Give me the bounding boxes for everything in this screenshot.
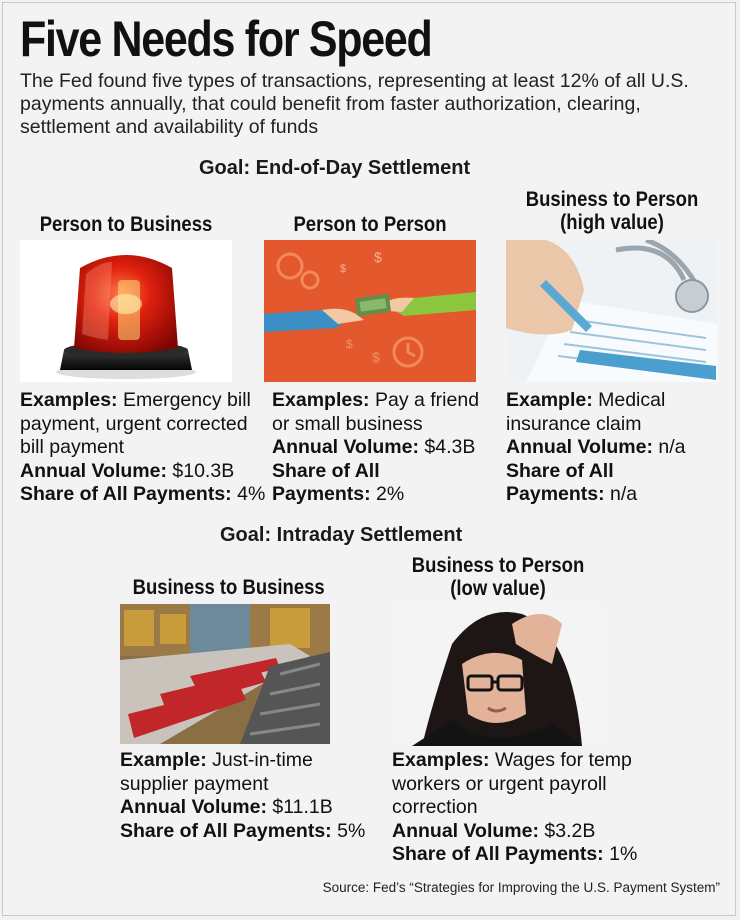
category-business-to-person-low: Business to Person (low value) bbox=[411, 554, 585, 600]
page-title: Five Needs for Speed bbox=[20, 11, 432, 67]
category-business-to-business: Business to Business bbox=[132, 576, 325, 599]
b2p-high-volume-line: Annual Volume: n/a bbox=[506, 436, 686, 458]
b2p-low-share-line: Share of All Payments: 1% bbox=[392, 843, 638, 865]
source-credit: Source: Fed’s “Strategies for Improving the U.S. Payment System” bbox=[322, 880, 720, 895]
b2b-examples-line: Example: Just-in-time bbox=[120, 749, 313, 771]
conveyor-image bbox=[120, 604, 330, 744]
money-exchange-image bbox=[264, 240, 476, 382]
p2p-share-line: Share of All bbox=[272, 459, 380, 482]
b2p-low-details: Examples: Wages for temp workers or urgent payroll correction Annual Volume: $3.2B Share of All Payments: 1% bbox=[392, 749, 638, 865]
goal-end-of-day: Goal: End-of-Day Settlement bbox=[199, 157, 471, 179]
p2b-share-line: Share of All Payments: 4% bbox=[20, 483, 266, 505]
goal-intraday: Goal: Intraday Settlement bbox=[220, 524, 463, 546]
factory-conveyor-icon bbox=[120, 604, 330, 744]
p2p-details: Examples: Pay a friend or small business Annual Volume: $4.3B Share of All Payments: 2% bbox=[272, 389, 480, 505]
category-person-to-business: Person to Business bbox=[39, 213, 213, 236]
medical-form-icon bbox=[506, 240, 718, 382]
p2b-examples-line: Examples: Emergency bill bbox=[20, 389, 251, 411]
medical-claim-image bbox=[506, 240, 718, 382]
b2p-low-examples-line: Examples: Wages for temp bbox=[392, 749, 632, 771]
b2p-high-share-line: Share of All bbox=[506, 459, 614, 482]
p2b-volume-line: Annual Volume: $10.3B bbox=[20, 459, 235, 482]
b2p-low-volume-line: Annual Volume: $3.2B bbox=[392, 819, 596, 842]
b2b-volume-line: Annual Volume: $11.1B bbox=[120, 796, 333, 818]
svg-text:$: $ bbox=[374, 249, 382, 265]
siren-icon bbox=[20, 240, 232, 382]
b2b-share-line: Share of All Payments: 5% bbox=[120, 819, 366, 842]
svg-text:$: $ bbox=[372, 349, 380, 365]
b2b-details: Example: Just-in-time supplier payment Annual Volume: $11.1B Share of All Payments: 5% bbox=[120, 749, 366, 842]
category-business-to-person-high: Business to Person (high value) bbox=[525, 188, 699, 234]
b2p-high-details: Example: Medical insurance claim Annual Volume: n/a Share of All Payments: n/a bbox=[506, 389, 686, 505]
p2p-volume-line: Annual Volume: $4.3B bbox=[272, 436, 476, 458]
b2p-high-examples-line: Example: Medical bbox=[506, 389, 666, 411]
svg-text:$: $ bbox=[346, 337, 353, 351]
stressed-person-icon bbox=[392, 604, 604, 746]
p2b-details: Examples: Emergency bill payment, urgent corrected bill payment Annual Volume: $10.3B Share of All Payments: 4% bbox=[20, 389, 266, 505]
p2p-examples-line: Examples: Pay a friend bbox=[272, 389, 480, 411]
svg-text:$: $ bbox=[340, 263, 347, 275]
stressed-worker-image bbox=[392, 604, 604, 746]
category-person-to-person: Person to Person bbox=[293, 213, 447, 236]
hands-exchange-icon bbox=[264, 240, 476, 382]
siren-image bbox=[20, 240, 232, 382]
intro-text: The Fed found five types of transactions, representing at least 12% of all U.S. payments annually, that could benefit from faster authorization, clearing, settlement and availability of funds bbox=[20, 70, 689, 138]
